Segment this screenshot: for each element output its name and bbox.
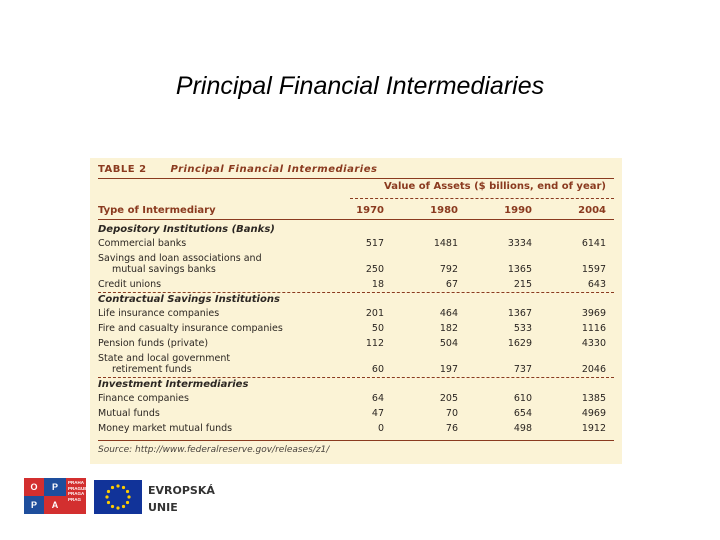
oppa-line: PRAGUE [68, 485, 88, 491]
year-header-1980: 1980 [430, 205, 458, 216]
value-cell: 182 [439, 323, 458, 334]
section-divider [98, 377, 614, 378]
value-cell: 70 [445, 408, 458, 419]
row-label-line: Pension funds (private) [98, 338, 209, 349]
value-cell: 4330 [581, 338, 606, 349]
value-cell: 64 [371, 393, 384, 404]
oppa-line: PRAG [68, 496, 82, 502]
table-row [98, 323, 614, 334]
value-cell: 1367 [507, 308, 532, 319]
row-label [98, 408, 160, 419]
eu-label [148, 482, 215, 516]
table-row [98, 393, 614, 404]
value-cell: 517 [365, 238, 384, 249]
value-cell: 0 [377, 423, 384, 434]
table-source: Source: http://www.federalreserve.gov/releases/z1/ [98, 445, 330, 455]
eu-star-icon [126, 501, 129, 504]
row-label [98, 253, 262, 275]
table-bottom-rule [98, 440, 614, 441]
oppa-letter: O [24, 478, 44, 496]
section-heading: Contractual Savings Institutions [98, 294, 280, 305]
value-cell: 76 [445, 423, 458, 434]
row-label-line: Money market mutual funds [98, 423, 233, 434]
oppa-city-names [68, 480, 87, 502]
table-row [98, 423, 614, 434]
value-cell: 1116 [581, 323, 606, 334]
year-header-1990: 1990 [504, 205, 532, 216]
eu-star-icon [105, 495, 108, 498]
value-cell: 1912 [581, 423, 606, 434]
row-label-line: Fire and casualty insurance companies [98, 323, 283, 334]
eu-label-line: UNIE [148, 501, 178, 514]
value-cell: 197 [439, 364, 458, 375]
eu-label-line: EVROPSKÁ [148, 484, 215, 497]
value-cell: 1481 [433, 238, 458, 249]
row-label [98, 353, 230, 375]
value-cell: 654 [513, 408, 532, 419]
value-cell: 4969 [581, 408, 606, 419]
value-cell: 1385 [581, 393, 606, 404]
value-cell: 464 [439, 308, 458, 319]
row-label-line: mutual savings banks [112, 264, 216, 275]
value-cell: 643 [587, 279, 606, 290]
eu-star-icon [111, 505, 114, 508]
type-header: Type of Intermediary [98, 205, 216, 216]
value-cell: 47 [371, 408, 384, 419]
eu-star-icon [107, 490, 110, 493]
eu-star-icon [116, 506, 119, 509]
table-row [98, 279, 614, 290]
table-caption: Principal Financial Intermediaries [170, 164, 378, 175]
table-row [98, 253, 614, 275]
row-label-line: Commercial banks [98, 238, 187, 249]
value-cell: 737 [513, 364, 532, 375]
value-cell: 215 [513, 279, 532, 290]
financial-intermediaries-table [90, 158, 622, 464]
column-header-rule [98, 219, 614, 220]
value-cell: 250 [365, 264, 384, 275]
value-cell: 60 [371, 364, 384, 375]
value-cell: 201 [365, 308, 384, 319]
section-divider [98, 292, 614, 293]
eu-star-icon [126, 490, 129, 493]
value-cell: 1597 [581, 264, 606, 275]
table-row [98, 338, 614, 349]
row-label-line: State and local government [98, 353, 231, 364]
value-cell: 50 [371, 323, 384, 334]
year-header-2004: 2004 [578, 205, 606, 216]
value-cell: 792 [439, 264, 458, 275]
value-header: Value of Assets ($ billions, end of year) [384, 181, 606, 192]
row-label [98, 338, 208, 349]
section-heading: Investment Intermediaries [98, 379, 249, 390]
eu-star-icon [127, 495, 130, 498]
eu-star-icon [122, 486, 125, 489]
year-header-1970: 1970 [356, 205, 384, 216]
header-rule [98, 178, 614, 179]
table-row [98, 238, 614, 249]
value-cell: 504 [439, 338, 458, 349]
table-label: TABLE 2 [98, 164, 147, 175]
row-label [98, 393, 189, 404]
table-row [98, 408, 614, 419]
value-cell: 3334 [507, 238, 532, 249]
row-label-line: Finance companies [98, 393, 189, 404]
eu-star-icon [107, 501, 110, 504]
row-label [98, 238, 186, 249]
row-label-line: retirement funds [112, 364, 192, 375]
eu-star-icon [122, 505, 125, 508]
value-cell: 205 [439, 393, 458, 404]
section-heading: Depository Institutions (Banks) [98, 224, 275, 235]
row-label-line: Life insurance companies [98, 308, 220, 319]
row-label-line: Savings and loan associations and [98, 253, 262, 264]
value-cell: 112 [365, 338, 384, 349]
oppa-logo [24, 478, 86, 514]
table-row [98, 353, 614, 375]
value-header-rule [350, 198, 614, 199]
value-cell: 6141 [581, 238, 606, 249]
row-label [98, 423, 232, 434]
row-label [98, 279, 161, 290]
eu-flag-icon [94, 480, 142, 514]
table-row [98, 308, 614, 319]
value-cell: 1365 [507, 264, 532, 275]
row-label [98, 308, 219, 319]
value-cell: 610 [513, 393, 532, 404]
oppa-line: PRAGA [68, 491, 85, 496]
table-header [98, 164, 377, 175]
value-cell: 3969 [581, 308, 606, 319]
oppa-line: PRAHA [68, 480, 85, 485]
oppa-letter: P [44, 478, 66, 496]
footer-logos [24, 478, 324, 518]
row-label [98, 323, 283, 334]
row-label-line: Credit unions [98, 279, 162, 290]
value-cell: 533 [513, 323, 532, 334]
value-cell: 2046 [581, 364, 606, 375]
eu-star-icon [116, 484, 119, 487]
oppa-letter: P [24, 496, 44, 514]
value-cell: 1629 [507, 338, 532, 349]
value-cell: 67 [445, 279, 458, 290]
eu-star-icon [111, 486, 114, 489]
slide-title: Principal Financial Intermediaries [175, 72, 545, 100]
value-cell: 498 [513, 423, 532, 434]
value-cell: 18 [371, 279, 384, 290]
row-label-line: Mutual funds [98, 408, 160, 419]
oppa-letter: A [44, 496, 66, 514]
